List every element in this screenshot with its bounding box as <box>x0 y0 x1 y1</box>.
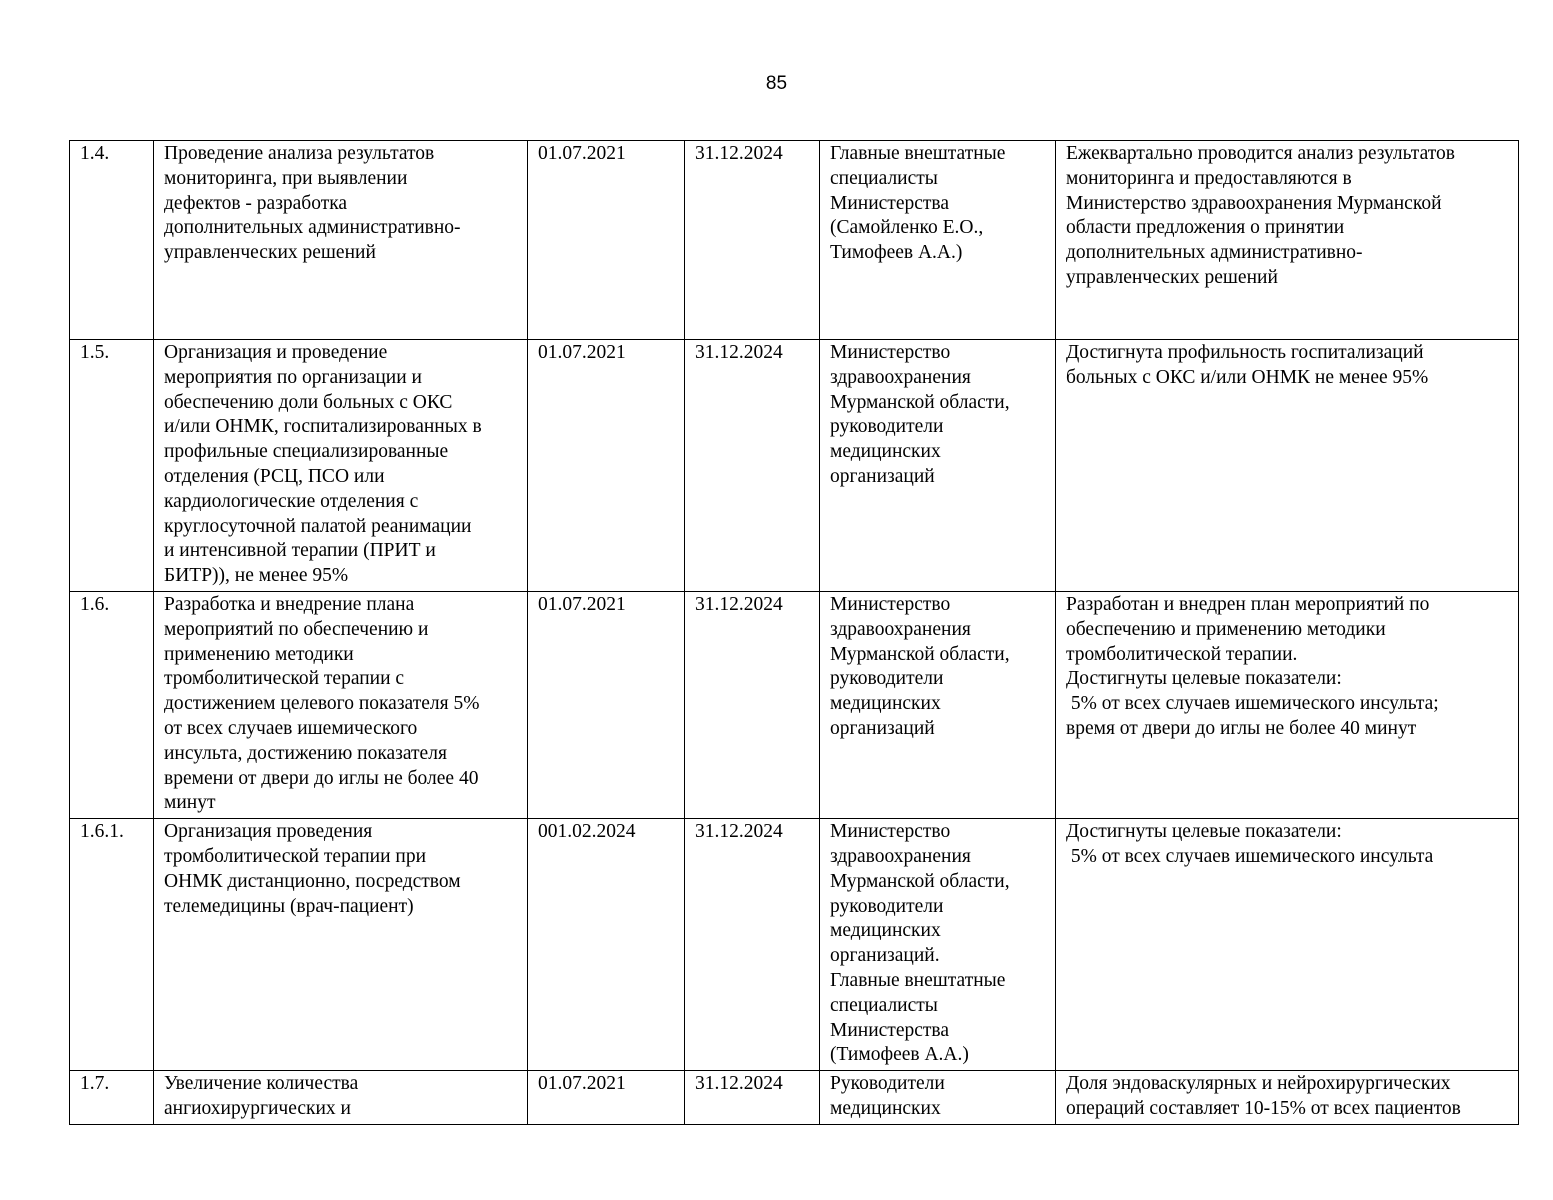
end-date-cell <box>685 340 820 592</box>
table-row <box>70 340 1519 592</box>
start-date-cell <box>528 1071 685 1125</box>
responsible-line: Министерства <box>830 1019 950 1041</box>
end-date-cell <box>685 141 820 340</box>
item-number-cell <box>70 1071 154 1125</box>
item-number-cell <box>70 141 154 340</box>
responsible-line: Руководители <box>830 1073 945 1095</box>
result-line: Достигнуты целевые показатели: <box>1066 668 1342 690</box>
activity-line: ангиохирургических и <box>164 1097 351 1119</box>
result-line: 5% от всех случаев ишемического инсульта <box>1066 845 1434 867</box>
page-number: 85 <box>765 73 788 94</box>
start-date-cell <box>528 340 685 592</box>
activity-line: отделения (РСЦ, ПСО или <box>164 465 385 487</box>
activity-line: и/или ОНМК, госпитализированных в <box>164 416 482 438</box>
result-line: Достигнуты целевые показатели: <box>1066 821 1342 843</box>
activity-line: мониторинга, при выявлении <box>164 167 408 189</box>
responsible-line: медицинских <box>830 441 941 463</box>
activity-line: Организация проведения <box>164 821 373 843</box>
activity-cell <box>154 340 528 592</box>
item-number-cell <box>70 591 154 818</box>
activity-line: времени от двери до иглы не более 40 <box>164 767 479 789</box>
result-line: Ежеквартально проводится анализ результатов <box>1066 143 1455 164</box>
item-number-text: 1.7. <box>80 1073 110 1095</box>
responsible-line: Министерство <box>830 342 951 363</box>
responsible-cell <box>820 591 1056 818</box>
activity-cell <box>154 1071 528 1125</box>
responsible-line: медицинских <box>830 693 941 715</box>
result-line: обеспечению и применению методики <box>1066 618 1386 640</box>
activity-line: профильные специализированные <box>164 441 449 463</box>
activity-line: Увеличение количества <box>164 1073 359 1095</box>
item-number-cell <box>70 340 154 592</box>
result-line: дополнительных административно- <box>1066 242 1363 264</box>
table-row <box>70 1071 1519 1125</box>
end-date-text: 31.12.2024 <box>695 1073 783 1095</box>
result-line: области предложения о принятии <box>1066 217 1345 239</box>
item-number-text: 1.6.1. <box>80 821 124 843</box>
item-number-text: 1.5. <box>80 342 110 363</box>
activity-line: Разработка и внедрение плана <box>164 593 415 615</box>
responsible-line: медицинских <box>830 1097 941 1119</box>
result-line: мониторинга и предоставляются в <box>1066 167 1352 189</box>
start-date-text: 001.02.2024 <box>538 821 636 843</box>
responsible-line: руководители <box>830 416 944 438</box>
activity-line: Проведение анализа результатов <box>164 143 435 164</box>
result-line: Министерство здравоохранения Мурманской <box>1066 192 1442 214</box>
activity-line: тромболитической терапии с <box>164 668 405 690</box>
responsible-line: организаций <box>830 717 935 739</box>
activity-line: ОНМК дистанционно, посредством <box>164 870 461 892</box>
responsible-line: Министерство <box>830 821 951 843</box>
responsible-cell <box>820 141 1056 340</box>
activities-table-body <box>70 141 1519 1125</box>
result-line: 5% от всех случаев ишемического инсульта; <box>1066 693 1439 715</box>
result-cell <box>1056 141 1519 340</box>
start-date-text: 01.07.2021 <box>538 342 626 363</box>
responsible-line: медицинских <box>830 920 941 942</box>
table-row <box>70 141 1519 340</box>
activity-line: БИТР)), не менее 95% <box>164 565 349 587</box>
table-row <box>70 591 1519 818</box>
result-cell <box>1056 1071 1519 1125</box>
activity-line: мероприятий по обеспечению и <box>164 618 429 640</box>
responsible-cell <box>820 340 1056 592</box>
activity-line: управленческих решений <box>164 242 376 264</box>
result-line: время от двери до иглы не более 40 минут <box>1066 717 1417 739</box>
responsible-line: Мурманской области, <box>830 391 1010 413</box>
responsible-line: (Самойленко Е.О., <box>830 217 984 239</box>
start-date-text: 01.07.2021 <box>538 1073 626 1095</box>
responsible-line: здравоохранения <box>830 618 971 640</box>
activity-line: инсульта, достижению показателя <box>164 742 447 764</box>
responsible-line: Главные внештатные <box>830 969 1006 991</box>
item-number-text: 1.4. <box>80 143 110 164</box>
result-line: операций составляет 10-15% от всех пациентов <box>1066 1097 1461 1119</box>
activity-cell <box>154 819 528 1071</box>
end-date-cell <box>685 591 820 818</box>
item-number-text: 1.6. <box>80 593 110 615</box>
result-line: Достигнута профильность госпитализаций <box>1066 342 1424 363</box>
responsible-line: Министерства <box>830 192 950 214</box>
start-date-text: 01.07.2021 <box>538 593 626 615</box>
activity-line: дефектов - разработка <box>164 192 348 214</box>
activity-cell <box>154 141 528 340</box>
start-date-cell <box>528 819 685 1071</box>
activity-line: от всех случаев ишемического <box>164 717 418 739</box>
result-line: Разработан и внедрен план мероприятий по <box>1066 593 1430 615</box>
responsible-line: организаций <box>830 465 935 487</box>
result-line: тромболитической терапии. <box>1066 643 1298 665</box>
result-cell <box>1056 340 1519 592</box>
responsible-line: специалисты <box>830 167 938 189</box>
responsible-line: руководители <box>830 668 944 690</box>
activity-line: мероприятия по организации и <box>164 366 422 388</box>
result-cell <box>1056 591 1519 818</box>
activity-line: круглосуточной палатой реанимации <box>164 515 472 537</box>
activities-table <box>69 140 1519 1125</box>
activity-line: достижением целевого показателя 5% <box>164 693 480 715</box>
activity-line: и интенсивной терапии (ПРИТ и <box>164 540 436 562</box>
start-date-text: 01.07.2021 <box>538 143 626 164</box>
end-date-cell <box>685 819 820 1071</box>
responsible-line: здравоохранения <box>830 366 971 388</box>
responsible-line: специалисты <box>830 994 938 1016</box>
activity-line: кардиологические отделения с <box>164 490 419 512</box>
start-date-cell <box>528 141 685 340</box>
end-date-text: 31.12.2024 <box>695 821 783 843</box>
responsible-line: Тимофеев А.А.) <box>830 242 963 264</box>
end-date-text: 31.12.2024 <box>695 143 783 164</box>
activity-line: телемедицины (врач-пациент) <box>164 895 414 917</box>
responsible-line: здравоохранения <box>830 845 971 867</box>
responsible-cell <box>820 819 1056 1071</box>
responsible-line: организаций. <box>830 945 940 967</box>
responsible-line: (Тимофеев А.А.) <box>830 1044 969 1066</box>
activity-line: минут <box>164 792 216 814</box>
responsible-line: руководители <box>830 895 944 917</box>
activity-line: тромболитической терапии при <box>164 845 427 867</box>
activity-cell <box>154 591 528 818</box>
table-row <box>70 819 1519 1071</box>
activity-line: применению методики <box>164 643 354 665</box>
responsible-line: Мурманской области, <box>830 870 1010 892</box>
responsible-cell <box>820 1071 1056 1125</box>
activity-line: обеспечению доли больных с ОКС <box>164 391 453 413</box>
responsible-line: Министерство <box>830 593 951 615</box>
responsible-line: Главные внештатные <box>830 143 1006 164</box>
responsible-line: Мурманской области, <box>830 643 1010 665</box>
end-date-cell <box>685 1071 820 1125</box>
result-line: больных с ОКС и/или ОНМК не менее 95% <box>1066 366 1429 388</box>
result-line: Доля эндоваскулярных и нейрохирургических <box>1066 1073 1451 1095</box>
activity-line: Организация и проведение <box>164 342 388 363</box>
result-line: управленческих решений <box>1066 266 1278 288</box>
result-cell <box>1056 819 1519 1071</box>
end-date-text: 31.12.2024 <box>695 342 783 363</box>
start-date-cell <box>528 591 685 818</box>
item-number-cell <box>70 819 154 1071</box>
activity-line: дополнительных административно- <box>164 217 461 239</box>
end-date-text: 31.12.2024 <box>695 593 783 615</box>
